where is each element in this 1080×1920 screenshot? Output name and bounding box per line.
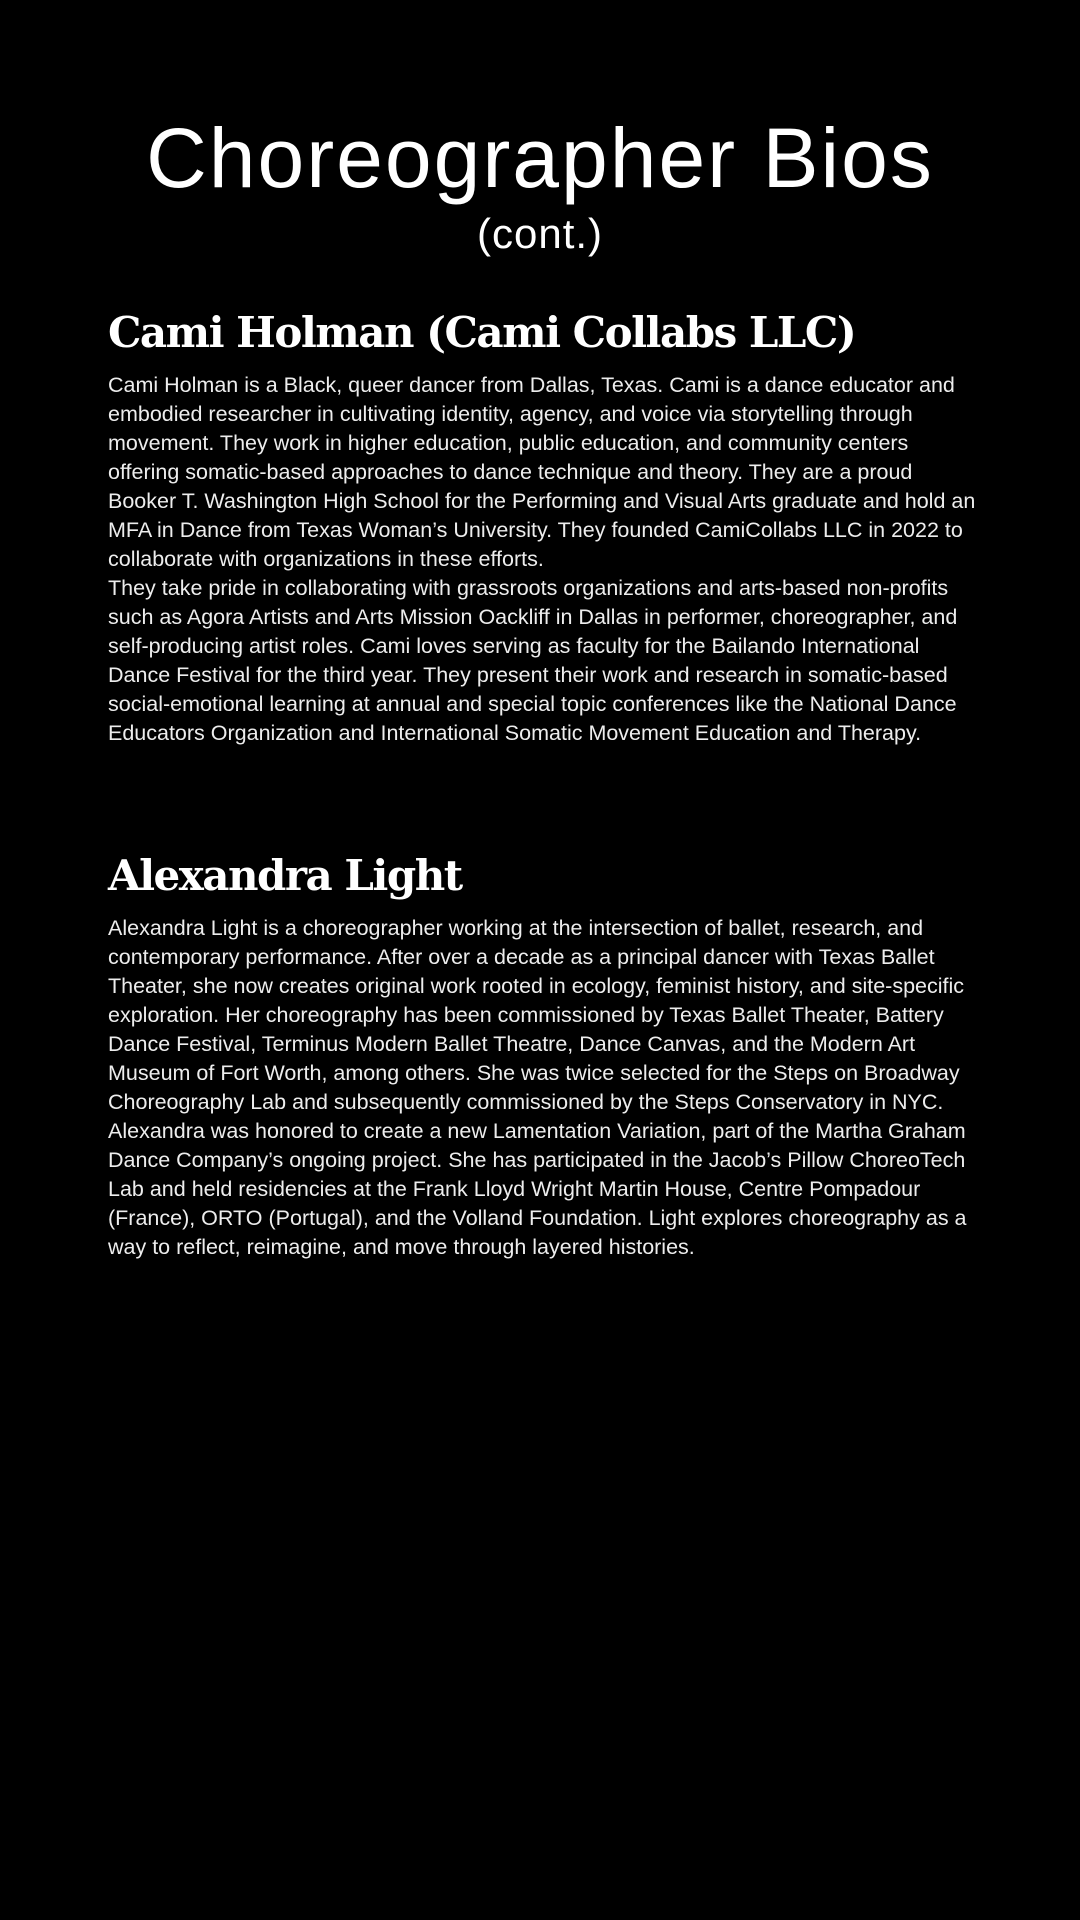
- bio-paragraph: Alexandra Light is a choreographer working at the intersection of ballet, research, and contemporary performance. After over a decade as a principal dancer with Texas Ballet Theater, she now creates original work rooted in ecology, feminist history, and site-specific exploration. Her choreography has been commissioned by Texas Ballet Theater, Battery Dance Festival, Terminus Modern Ballet Theatre, Dance Canvas, and the Modern Art Museum of Fort Worth, among others. She was twice selected for the Steps on Broadway Choreography Lab and subsequently commissioned by the Steps Conservatory in NYC. Alexandra was honored to create a new Lamentation Variation, part of the Martha Graham Dance Company’s ongoing project. She has participated in the Jacob’s Pillow ChoreoTech Lab and held residencies at the Frank Lloyd Wright Martin House, Centre Pompadour (France), ORTO (Portugal), and the Volland Foundation. Light explores choreography as a way to reflect, reimagine, and move through layered histories.: [108, 916, 967, 1259]
- bio-cami-holman: [108, 305, 978, 748]
- bio-name: Alexandra Light: [108, 851, 462, 900]
- page-title: Choreographer Bios: [146, 111, 934, 205]
- bio-paragraph: They take pride in collaborating with grassroots organizations and arts-based non-profits such as Agora Artists and Arts Mission Oackliff in Dallas in performer, choreographer, and self-producing artist roles. Cami loves serving as faculty for the Bailando International Dance Festival for the third year. They present their work and research in somatic-based social-emotional learning at annual and special topic conferences like the National Dance Educators Organization and International Somatic Movement Education and Therapy.: [108, 576, 958, 745]
- bio-paragraph: Cami Holman is a Black, queer dancer from Dallas, Texas. Cami is a dance educator and embodied researcher in cultivating identity, agency, and voice via storytelling through movement. They work in higher education, public education, and community centers offering somatic-based approaches to dance technique and theory. They are a proud Booker T. Washington High School for the Performing and Visual Arts graduate and hold an MFA in Dance from Texas Woman’s University. They founded CamiCollabs LLC in 2022 to collaborate with organizations in these efforts.: [108, 373, 976, 571]
- bio-alexandra-light: [108, 848, 978, 1262]
- bio-name: Cami Holman (Cami Collabs LLC): [108, 308, 856, 357]
- page-subtitle: (cont.): [476, 210, 604, 257]
